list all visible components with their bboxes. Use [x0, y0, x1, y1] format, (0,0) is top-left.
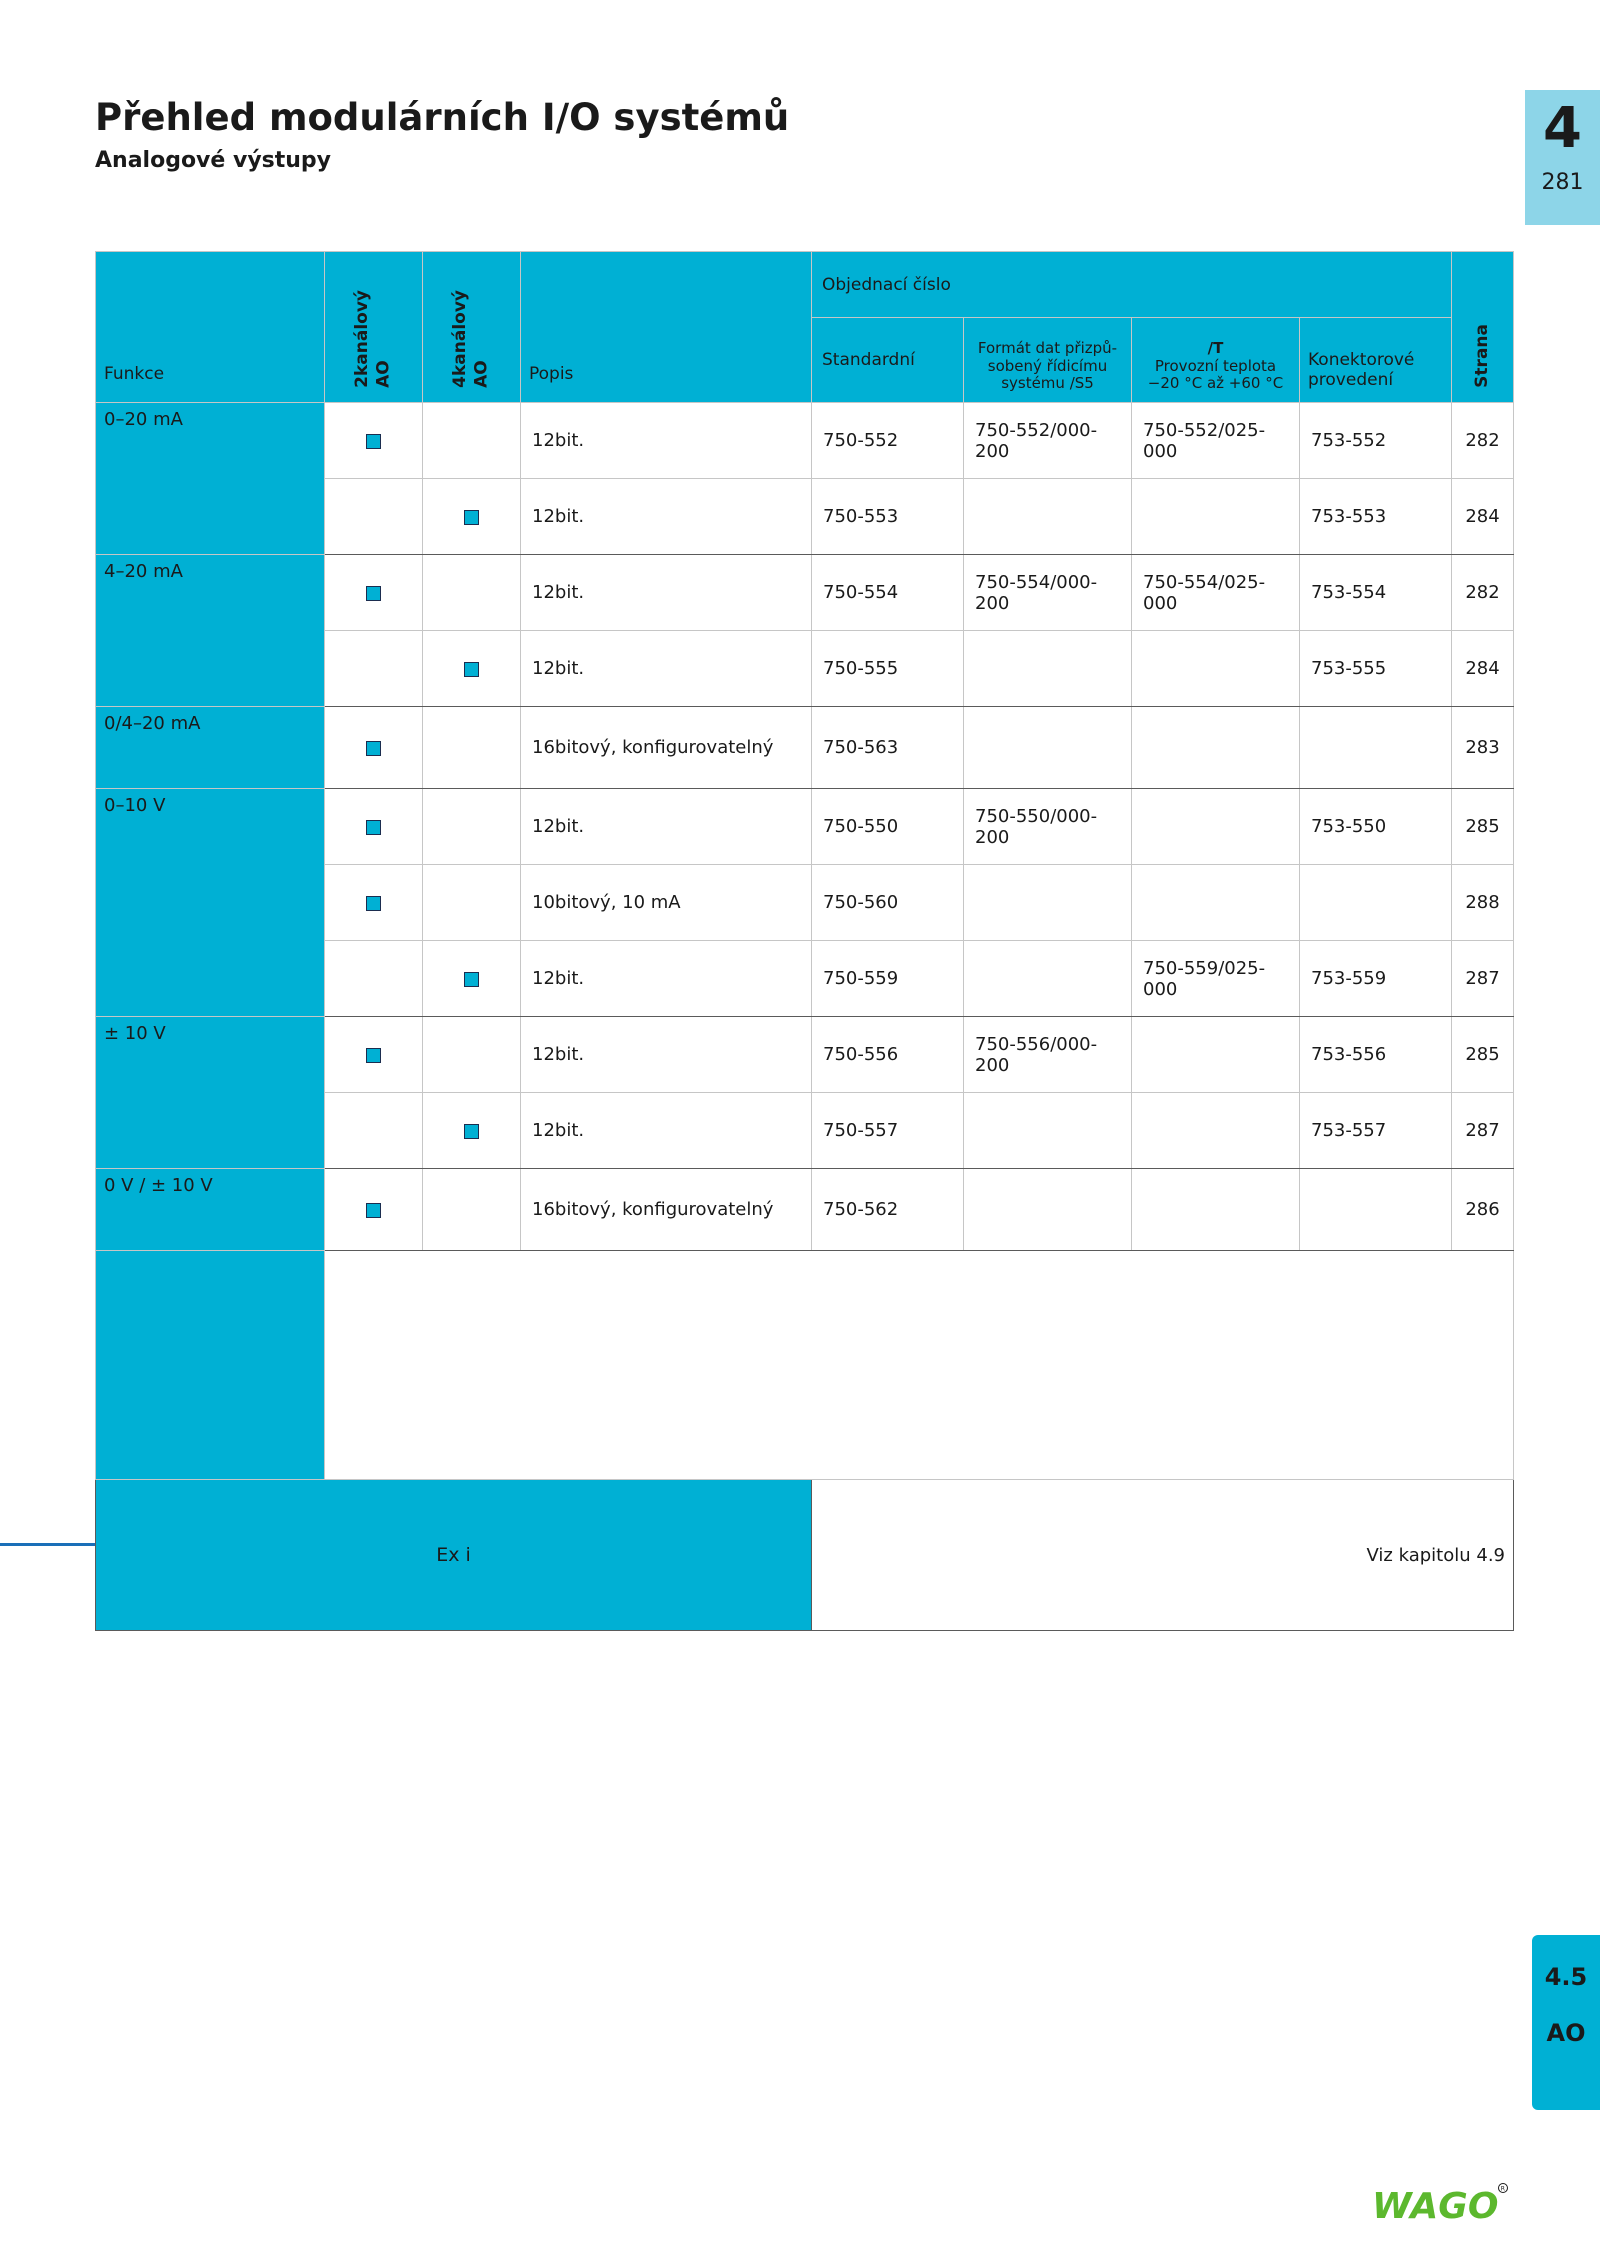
function-cell: 4–20 mA — [96, 555, 325, 707]
t-cell — [1132, 1017, 1300, 1093]
standard-cell: 750-550 — [812, 789, 964, 865]
description-cell: 12bit. — [521, 1017, 812, 1093]
page-cell: 282 — [1452, 403, 1514, 479]
svg-text:R: R — [1500, 2185, 1505, 2193]
s5-cell — [964, 631, 1132, 707]
connector-cell: 753-552 — [1300, 403, 1452, 479]
svg-text:WAGO: WAGO — [1372, 2186, 1499, 2227]
ch4-cell — [423, 479, 521, 555]
connector-cell: 753-550 — [1300, 789, 1452, 865]
standard-cell: 750-559 — [812, 941, 964, 1017]
empty-content-cell — [325, 1251, 1514, 1480]
standard-cell: 750-560 — [812, 865, 964, 941]
s5-cell — [964, 1169, 1132, 1251]
ex-i-reference: Viz kapitolu 4.9 — [812, 1480, 1514, 1631]
col-2ch-header: 2kanálový AO — [325, 252, 423, 403]
ch2-cell — [325, 941, 423, 1017]
col-standard-header: Standardní — [812, 318, 964, 403]
description-cell: 12bit. — [521, 941, 812, 1017]
page-cell: 284 — [1452, 631, 1514, 707]
col-page-header: Strana — [1452, 252, 1514, 403]
ch4-cell — [423, 941, 521, 1017]
connector-cell — [1300, 865, 1452, 941]
connector-cell: 753-553 — [1300, 479, 1452, 555]
ex-i-label: Ex i — [96, 1480, 812, 1631]
t-cell — [1132, 865, 1300, 941]
wago-logo-icon — [1370, 2180, 1510, 2230]
description-cell: 12bit. — [521, 1093, 812, 1169]
checkmark-square-icon — [366, 896, 381, 911]
table-row — [96, 1017, 1514, 1093]
connector-cell — [1300, 707, 1452, 789]
table-row — [96, 789, 1514, 865]
connector-cell: 753-555 — [1300, 631, 1452, 707]
s5-cell — [964, 479, 1132, 555]
t-cell — [1132, 479, 1300, 555]
ch2-cell — [325, 555, 423, 631]
page-number: 281 — [1541, 170, 1584, 195]
connector-cell: 753-556 — [1300, 1017, 1452, 1093]
description-cell: 10bitový, 10 mA — [521, 865, 812, 941]
page-cell: 285 — [1452, 789, 1514, 865]
section-tab — [1532, 1935, 1600, 2110]
checkmark-square-icon — [366, 1048, 381, 1063]
description-cell: 12bit. — [521, 555, 812, 631]
side-marker-line — [0, 1543, 95, 1546]
description-cell: 16bitový, konfigurovatelný — [521, 1169, 812, 1251]
standard-cell: 750-554 — [812, 555, 964, 631]
checkmark-square-icon — [366, 1203, 381, 1218]
checkmark-square-icon — [366, 741, 381, 756]
t-cell — [1132, 631, 1300, 707]
page-cell: 285 — [1452, 1017, 1514, 1093]
connector-cell: 753-554 — [1300, 555, 1452, 631]
ch2-cell — [325, 789, 423, 865]
ch2-cell — [325, 1169, 423, 1251]
ch4-cell — [423, 1093, 521, 1169]
ch2-cell — [325, 865, 423, 941]
checkmark-square-icon — [366, 820, 381, 835]
connector-cell: 753-557 — [1300, 1093, 1452, 1169]
s5-cell: 750-556/000-200 — [964, 1017, 1132, 1093]
ch2-cell — [325, 479, 423, 555]
col-description-header: Popis — [521, 252, 812, 403]
standard-cell: 750-557 — [812, 1093, 964, 1169]
description-cell: 12bit. — [521, 403, 812, 479]
standard-cell: 750-553 — [812, 479, 964, 555]
description-cell: 12bit. — [521, 479, 812, 555]
ch4-cell — [423, 1017, 521, 1093]
standard-cell: 750-552 — [812, 403, 964, 479]
s5-cell: 750-554/000-200 — [964, 555, 1132, 631]
product-table — [95, 251, 1514, 1631]
s5-cell — [964, 1093, 1132, 1169]
col-order-group-header: Objednací číslo — [812, 252, 1452, 318]
col-function-header: Funkce — [96, 252, 325, 403]
ch2-cell — [325, 1017, 423, 1093]
s5-cell — [964, 941, 1132, 1017]
connector-cell — [1300, 1169, 1452, 1251]
standard-cell: 750-555 — [812, 631, 964, 707]
wago-logo — [1370, 2180, 1510, 2234]
table-row — [96, 403, 1514, 479]
ch4-cell — [423, 789, 521, 865]
checkmark-square-icon — [464, 1124, 479, 1139]
page-cell: 288 — [1452, 865, 1514, 941]
page-cell: 287 — [1452, 941, 1514, 1017]
chapter-number: 4 — [1543, 96, 1582, 161]
col-t-header: /T Provozní teplota −20 °C až +60 °C — [1132, 318, 1300, 403]
ch4-cell — [423, 1169, 521, 1251]
col-connector-header: Konektorové provedení — [1300, 318, 1452, 403]
t-cell — [1132, 789, 1300, 865]
ch2-cell — [325, 707, 423, 789]
col-s5-header: Formát dat přizpů- sobený řídicímu systému /S5 — [964, 318, 1132, 403]
t-cell: 750-552/025-000 — [1132, 403, 1300, 479]
t-cell: 750-559/025-000 — [1132, 941, 1300, 1017]
checkmark-square-icon — [464, 972, 479, 987]
s5-cell: 750-552/000-200 — [964, 403, 1132, 479]
ch4-cell — [423, 555, 521, 631]
standard-cell: 750-556 — [812, 1017, 964, 1093]
ch2-cell — [325, 631, 423, 707]
page-cell: 287 — [1452, 1093, 1514, 1169]
page-subtitle: Analogové výstupy — [95, 148, 332, 173]
t-cell: 750-554/025-000 — [1132, 555, 1300, 631]
checkmark-square-icon — [366, 586, 381, 601]
t-cell — [1132, 1093, 1300, 1169]
description-cell: 12bit. — [521, 631, 812, 707]
ch4-cell — [423, 631, 521, 707]
checkmark-square-icon — [366, 434, 381, 449]
col-4ch-header: 4kanálový AO — [423, 252, 521, 403]
section-label: AO — [1546, 2019, 1586, 2047]
function-cell: ± 10 V — [96, 1017, 325, 1169]
ch2-cell — [325, 1093, 423, 1169]
section-number: 4.5 — [1544, 1963, 1588, 1991]
function-cell: 0–20 mA — [96, 403, 325, 555]
t-cell — [1132, 707, 1300, 789]
s5-cell — [964, 865, 1132, 941]
table-row — [96, 707, 1514, 789]
standard-cell: 750-563 — [812, 707, 964, 789]
page-cell: 282 — [1452, 555, 1514, 631]
chapter-tab — [1525, 90, 1600, 225]
s5-cell — [964, 707, 1132, 789]
standard-cell: 750-562 — [812, 1169, 964, 1251]
table-row — [96, 555, 1514, 631]
page-cell: 283 — [1452, 707, 1514, 789]
table-row — [96, 1169, 1514, 1251]
page-cell: 286 — [1452, 1169, 1514, 1251]
checkmark-square-icon — [464, 662, 479, 677]
checkmark-square-icon — [464, 510, 479, 525]
description-cell: 12bit. — [521, 789, 812, 865]
function-cell: 0 V / ± 10 V — [96, 1169, 325, 1251]
page-title: Přehled modulárních I/O systémů — [95, 96, 790, 139]
connector-cell: 753-559 — [1300, 941, 1452, 1017]
ch4-cell — [423, 865, 521, 941]
function-cell: 0–10 V — [96, 789, 325, 1017]
empty-function-cell — [96, 1251, 325, 1480]
page-cell: 284 — [1452, 479, 1514, 555]
t-cell — [1132, 1169, 1300, 1251]
ch2-cell — [325, 403, 423, 479]
description-cell: 16bitový, konfigurovatelný — [521, 707, 812, 789]
s5-cell: 750-550/000-200 — [964, 789, 1132, 865]
ch4-cell — [423, 403, 521, 479]
function-cell: 0/4–20 mA — [96, 707, 325, 789]
ch4-cell — [423, 707, 521, 789]
